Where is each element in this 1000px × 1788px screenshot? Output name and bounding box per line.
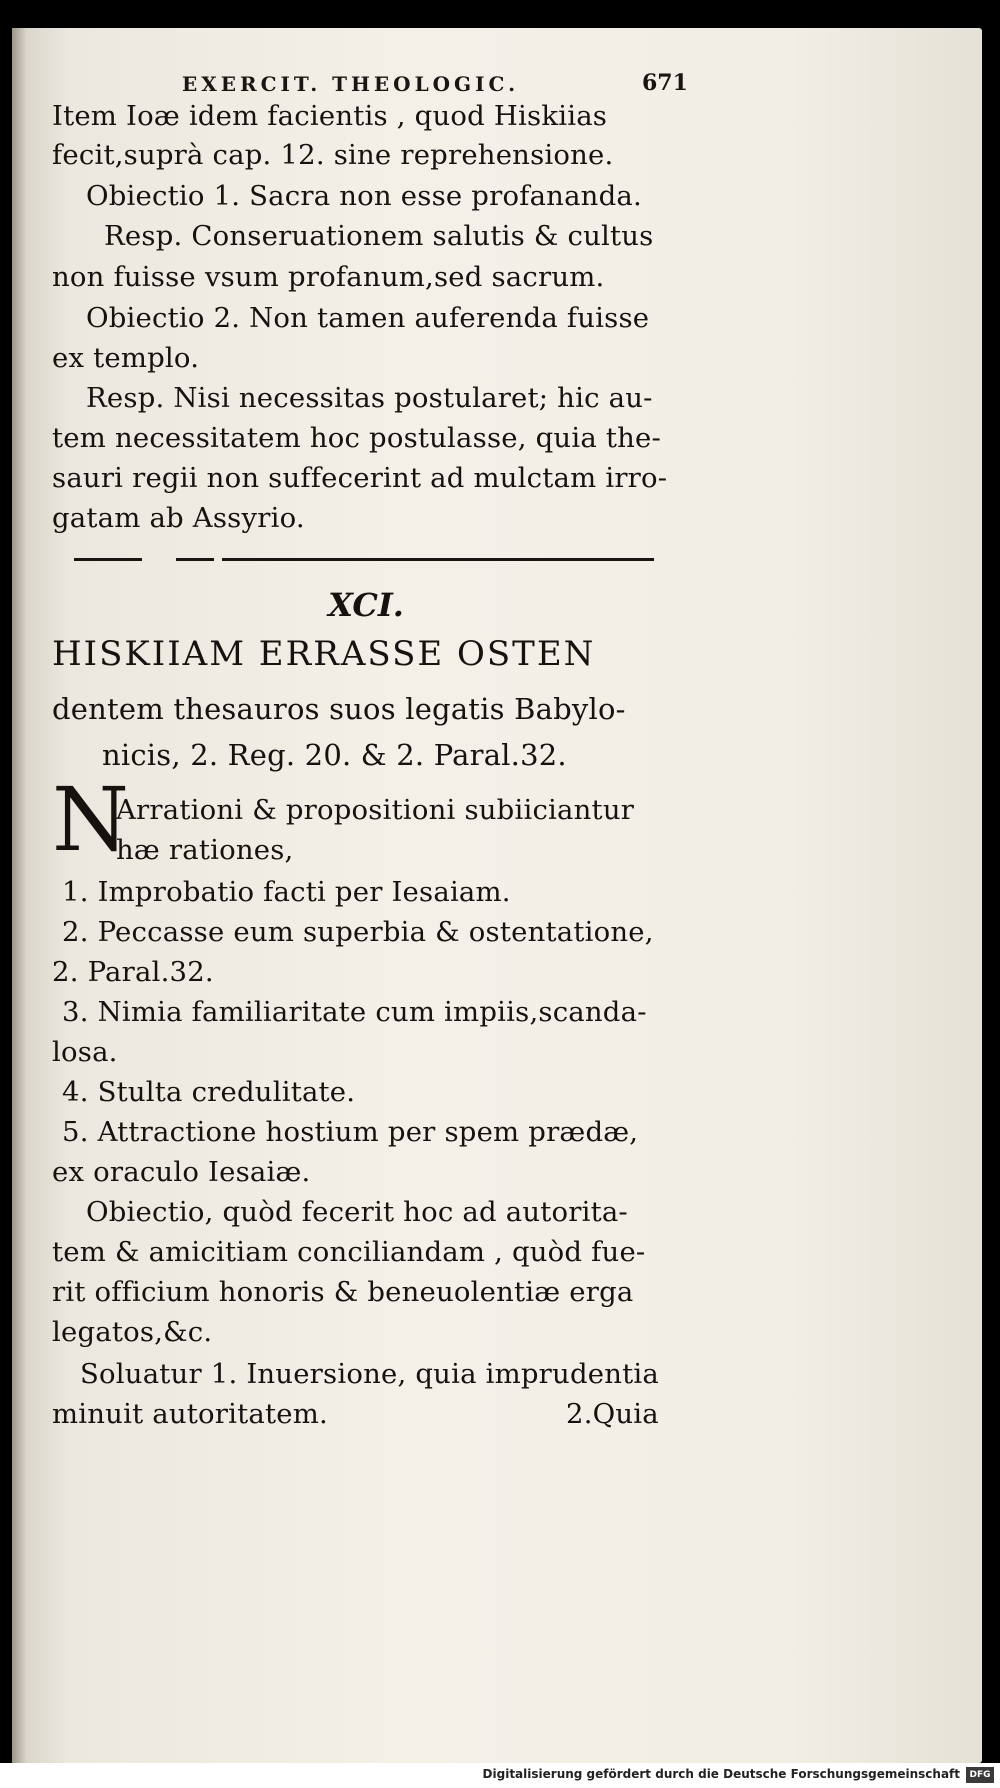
text-line: hæ rationes,	[116, 834, 294, 866]
drop-capital: N	[52, 768, 129, 871]
text-line: gatam ab Assyrio.	[52, 502, 305, 534]
text-line: minuit autoritatem.	[52, 1398, 328, 1430]
text-line: Obiectio 2. Non tamen auferenda fuisse	[86, 302, 650, 334]
text-line: Obiectio 1. Sacra non esse profananda.	[86, 180, 642, 212]
text-line: tem necessitatem hoc postulasse, quia the-	[52, 422, 662, 454]
footer-bar	[0, 1763, 1000, 1788]
section-rule	[176, 558, 214, 561]
text-line: non fuisse vsum profanum,sed sacrum.	[52, 261, 605, 293]
text-line: sauri regii non suffecerint ad mulctam irro-	[52, 462, 668, 494]
book-page	[12, 28, 982, 1763]
heading-line: nicis, 2. Reg. 20. & 2. Paral.32.	[102, 738, 567, 772]
section-rule	[74, 558, 142, 561]
list-item: 4. Stulta credulitate.	[62, 1076, 356, 1108]
heading-line: dentem thesauros suos legatis Babylo-	[52, 692, 626, 726]
catchword: 2.Quia	[566, 1398, 659, 1430]
text-line: Item Ioæ idem facientis , quod Hiskiias	[52, 100, 608, 132]
text-line: fecit,suprà cap. 12. sine reprehensione.	[52, 139, 614, 171]
text-line: Soluatur 1. Inuersione, quia imprudentia	[80, 1358, 659, 1390]
funding-credit: Digitalisierung gefördert durch die Deutsche Forschungsgemeinschaft	[482, 1767, 960, 1781]
text-line: 2. Paral.32.	[52, 956, 214, 988]
text-line: Obiectio, quòd fecerit hoc ad autorita-	[86, 1196, 628, 1228]
page-text	[52, 28, 688, 1763]
text-line: ex templo.	[52, 342, 200, 374]
text-line: losa.	[52, 1036, 118, 1068]
page-gutter	[12, 28, 26, 1763]
page-number: 671	[642, 70, 688, 96]
section-heading: HISKIIAM ERRASSE OSTEN	[52, 634, 596, 674]
list-item: 2. Peccasse eum superbia & ostentatione,	[62, 916, 654, 948]
dfg-logo: DFG	[966, 1767, 994, 1783]
text-line: rit officium honoris & beneuolentiæ erga	[52, 1276, 634, 1308]
list-item: 5. Attractione hostium per spem prædæ,	[62, 1116, 639, 1148]
text-line: Resp. Conseruationem salutis & cultus	[104, 220, 654, 252]
list-item: 3. Nimia familiaritate cum impiis,scanda-	[62, 996, 647, 1028]
text-line: Arrationi & propositioni subiiciantur	[116, 794, 635, 826]
text-line: legatos,&c.	[52, 1316, 213, 1348]
list-item: 1. Improbatio facti per Iesaiam.	[62, 876, 511, 908]
running-head: EXERCIT. THEOLOGIC.	[182, 72, 520, 96]
text-line: ex oraculo Iesaiæ.	[52, 1156, 311, 1188]
text-line: tem & amicitiam conciliandam , quòd fue-	[52, 1236, 646, 1268]
section-rule	[222, 558, 654, 561]
section-number: XCI.	[328, 586, 404, 624]
text-line: Resp. Nisi necessitas postularet; hic au-	[86, 382, 653, 414]
